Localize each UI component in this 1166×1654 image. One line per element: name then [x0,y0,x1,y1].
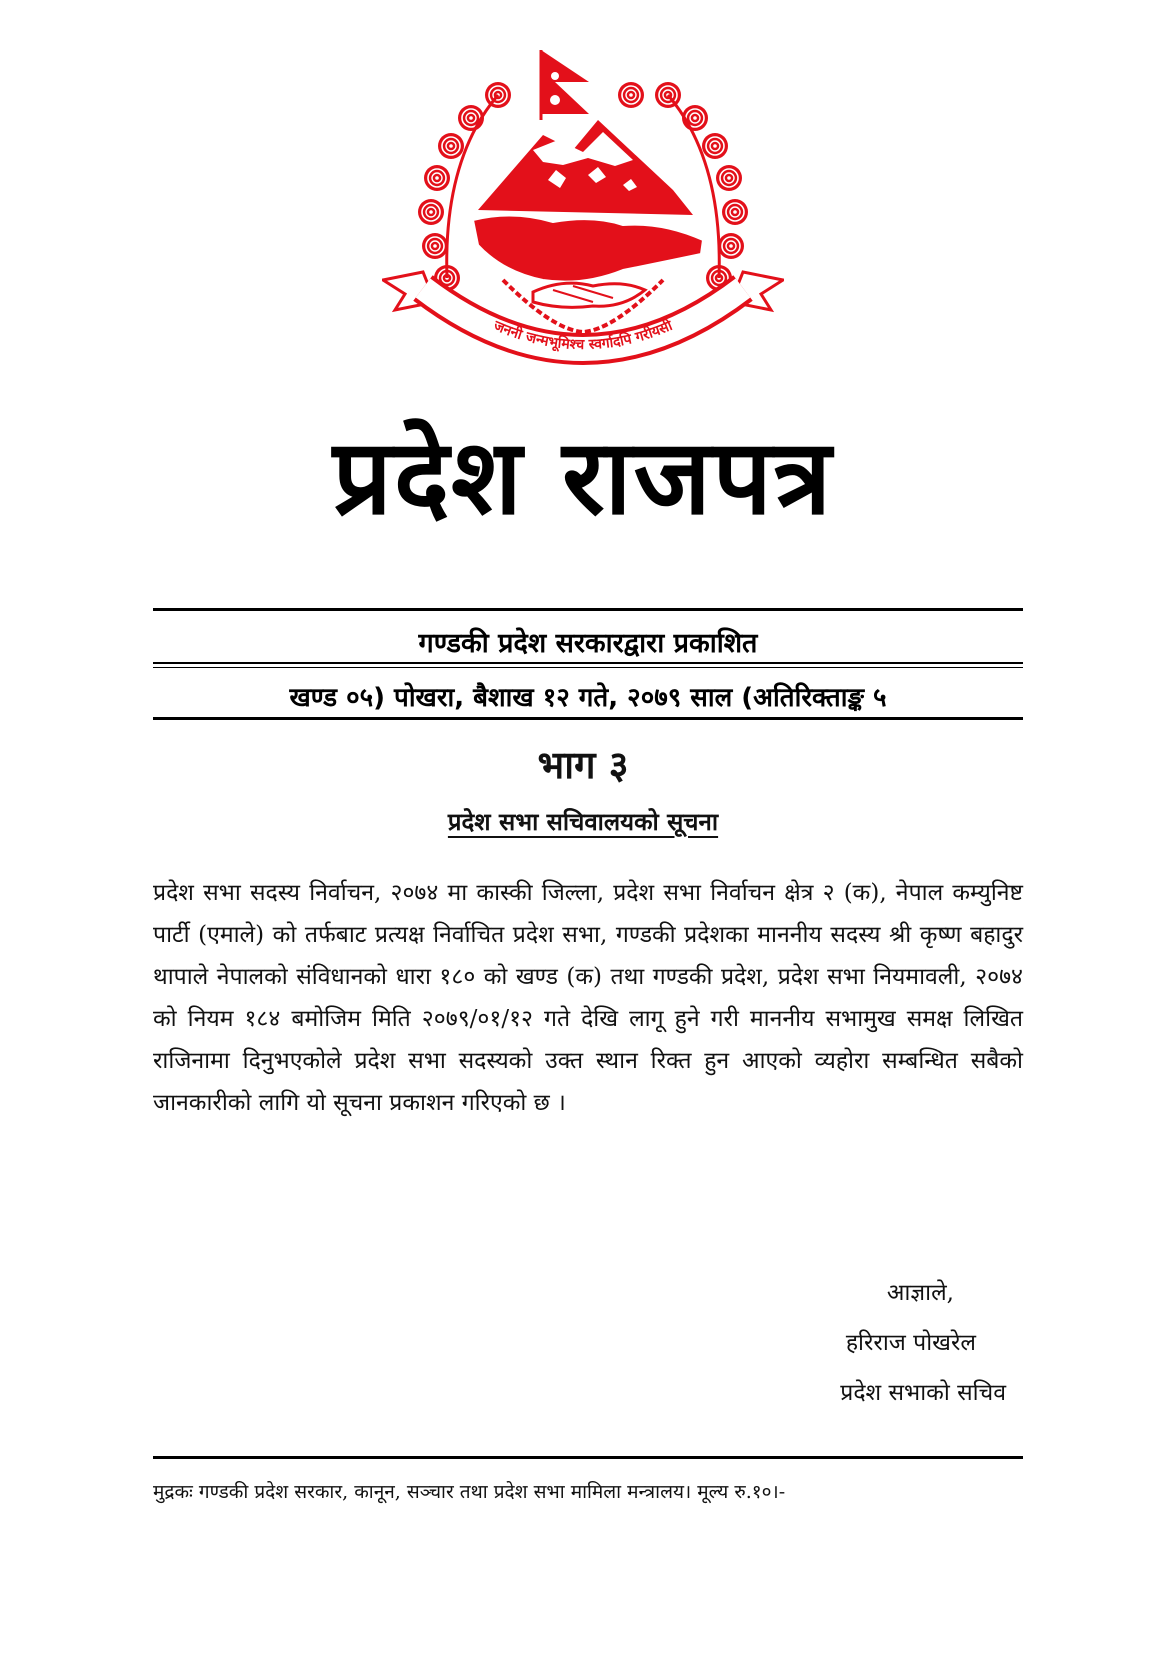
gazette-masthead: प्रदेश राजपत्र [332,416,834,538]
divider-rule [153,608,1023,611]
nepal-coat-of-arms-icon [382,40,784,400]
issue-line: खण्ड ०५) पोखरा, बैशाख १२ गते, २०७९ साल (अतिरिक्ताङ्क ५ [289,683,887,713]
signatory-name: हरिराज पोखरेल [845,1330,976,1356]
divider-rule [153,667,1023,668]
footer-rule [153,1456,1023,1459]
handshake-icon [533,283,645,307]
signatory-designation: प्रदेश सभाको सचिव [840,1380,1006,1406]
publisher-line: गण्डकी प्रदेश सरकारद्वारा प्रकाशित [418,628,758,659]
motto-text: जननी जन्मभूमिश्च स्वर्गादपि गरीयसी [491,317,675,354]
printer-footer: मुद्रकः गण्डकी प्रदेश सरकार, कानून, सञ्चार तथा प्रदेश सभा मामिला मन्त्रालय। मूल्य रु.१०।- [153,1481,786,1503]
signature-block [840,1268,1006,1418]
part-heading: भाग ३ [537,743,629,787]
divider-rule [153,717,1023,720]
notice-title: प्रदेश सभा सचिवालयको सूचना [447,808,719,836]
national-flag-icon [541,50,589,120]
nepal-map-icon [473,215,703,281]
notice-body: प्रदेश सभा सदस्य निर्वाचन, २०७४ मा कास्की जिल्ला, प्रदेश सभा निर्वाचन क्षेत्र २ (क), नेपाल कम्युनिष्ट पार्टी (एमाले) को तर्फबाट प्रत्यक्ष निर्वाचित प्रदेश सभा, गण्डकी प्रदेशका माननीय सदस्य श्री कृष्ण बहादुर थापाले नेपालको संविधानको धारा १८० को खण्ड (क) तथा गण्डकी प्रदेश, प्रदेश सभा नियमावली, २०७४ को नियम १८४ बमोजिम मिति २०७९/०१/१२ गते देखि लागू हुने गरी माननीय सभामुख समक्ष लिखित राजिनामा दिनुभएकोले प्रदेश सभा सदस्यको उक्त स्थान रिक्त हुन आएको व्यहोरा सम्बन्धित सबैको जानकारीको लागि यो सूचना प्रकाशन गरिएको छ । [153,880,1023,1116]
divider-rule [153,662,1023,664]
mountain-icon [478,120,693,215]
by-order-text: आज्ञाले, [886,1280,954,1306]
